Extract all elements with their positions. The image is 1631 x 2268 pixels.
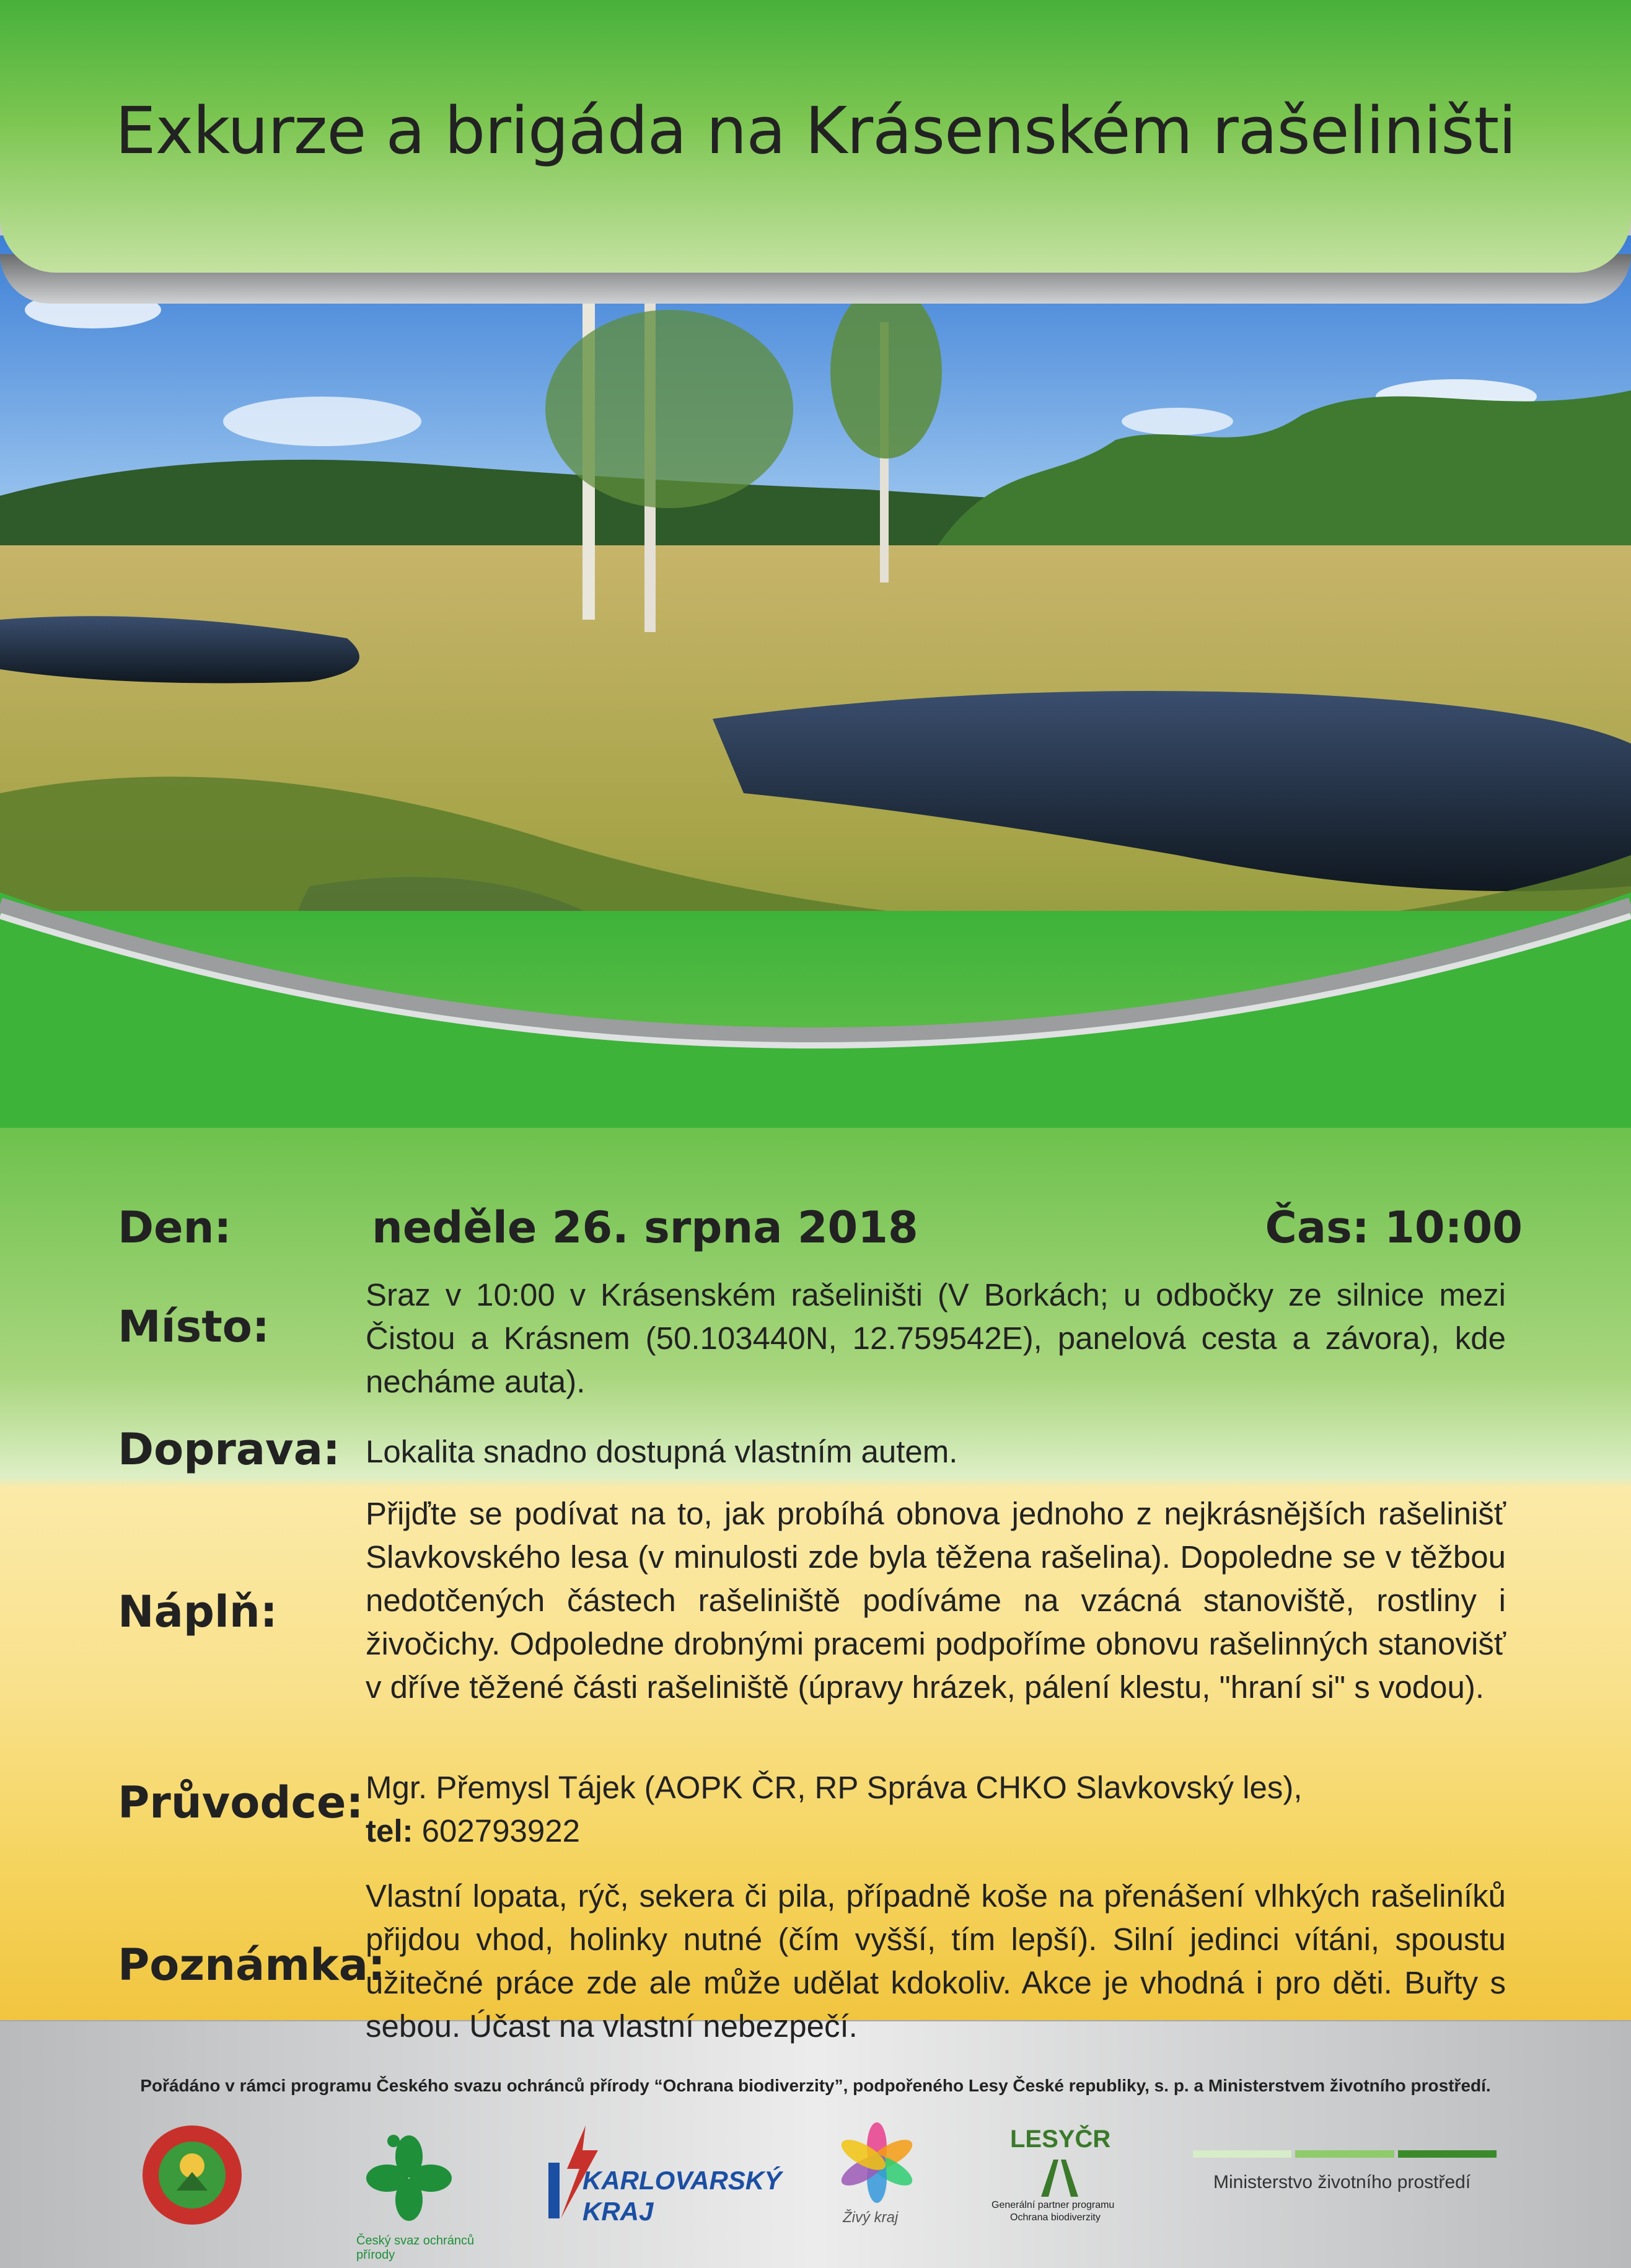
karlovarsky-line2: KRAJ	[582, 2197, 654, 2226]
karlovarsky-line1: KARLOVARSKÝ	[582, 2166, 782, 2195]
tel-number: 602793922	[421, 1813, 580, 1848]
tel-label: tel:	[366, 1813, 413, 1848]
lesy-cr-sub1: Generální partner programu	[991, 2200, 1115, 2210]
csop-caption: Český svaz ochránců přírody	[356, 2234, 475, 2262]
poznamka-label: Poznámka:	[118, 1940, 385, 1990]
panel-arc	[0, 892, 1631, 1128]
cas-label: Čas:	[1265, 1202, 1369, 1253]
mzp-stripe-1	[1193, 2150, 1291, 2158]
csop-logo	[356, 2125, 462, 2231]
misto-value: Sraz v 10:00 v Krásenském rašeliništi (V Borkách; u odbočky ze silnice mezi Čistou a Krásnem (50.103440N, 12.759542E), panelová cesta a závora), kde necháme auta).	[366, 1277, 1506, 1399]
zivy-kraj-caption: Živý kraj	[843, 2209, 899, 2226]
den-label: Den:	[118, 1202, 232, 1253]
pruvodce-value	[366, 1766, 1506, 1853]
footer-sponsor-text: Pořádáno v rámci programu Českého svazu ochránců přírody “Ochrana biodiverzity”, podpořeného Lesy České republiky, s. p. a Ministerstvem životního prostředí.	[140, 2076, 1491, 2095]
lesy-cr-sub2: Ochrana biodiverzity	[1010, 2212, 1101, 2223]
den-value: neděle 26. srpna 2018	[372, 1202, 918, 1253]
doprava-value: Lokalita snadno dostupná vlastním autem.	[366, 1434, 958, 1469]
misto-label: Místo:	[118, 1301, 270, 1352]
napln-label: Náplň:	[118, 1586, 278, 1637]
chko-slavkovsky-les-logo	[139, 2122, 245, 2228]
pruvodce-phone	[366, 1809, 1506, 1853]
poster-title: Exkurze a brigáda na Krásenském rašeliništi	[115, 93, 1516, 169]
doprava-label: Doprava:	[118, 1424, 340, 1475]
cas-value: 10:00	[1384, 1202, 1523, 1253]
mzp-stripes	[1193, 2150, 1497, 2158]
poznamka-value: Vlastní lopata, rýč, sekera či pila, případně koše na přenášení vlhkých rašeliníků přijdou vhod, holinky nutné (čím vyšší, tím lepší). Silní jedinci vítáni, spoustu užitečné práce zde ale může udělat kdokoliv. Akce je vhodná i pro děti. Buřty s sebou. Účast na vlastní nebezpečí.	[366, 1878, 1506, 2044]
lesy-cr-emblem	[1035, 2160, 1084, 2197]
zivy-kraj-logo	[837, 2122, 917, 2203]
lesy-cr-wordmark: LESYČR	[1010, 2125, 1111, 2153]
napln-value: Přijďte se podívat na to, jak probíhá obnova jednoho z nejkrásnějších rašelinišť Slavkovského lesa (v minulosti zde byla těžena rašelina). Dopoledne se v těžbou nedotčených částech rašeliniště podíváme na vzácná stanoviště, rostliny i živočichy. Odpoledne drobnými pracemi podpoříme obnovu rašelinných stanovišť v dříve těžené části rašeliniště (úpravy hrázek, pálení klestu, "hraní si" s vodou).	[366, 1496, 1506, 1705]
mzp-stripe-3	[1398, 2150, 1497, 2158]
pruvodce-name: Mgr. Přemysl Tájek (AOPK ČR, RP Správa CHKO Slavkovský les),	[366, 1770, 1303, 1805]
mzp-caption: Ministerstvo životního prostředí	[1213, 2172, 1471, 2192]
cas	[1265, 1202, 1523, 1253]
pruvodce-label: Průvodce:	[118, 1777, 364, 1828]
mzp-stripe-2	[1295, 2150, 1394, 2158]
